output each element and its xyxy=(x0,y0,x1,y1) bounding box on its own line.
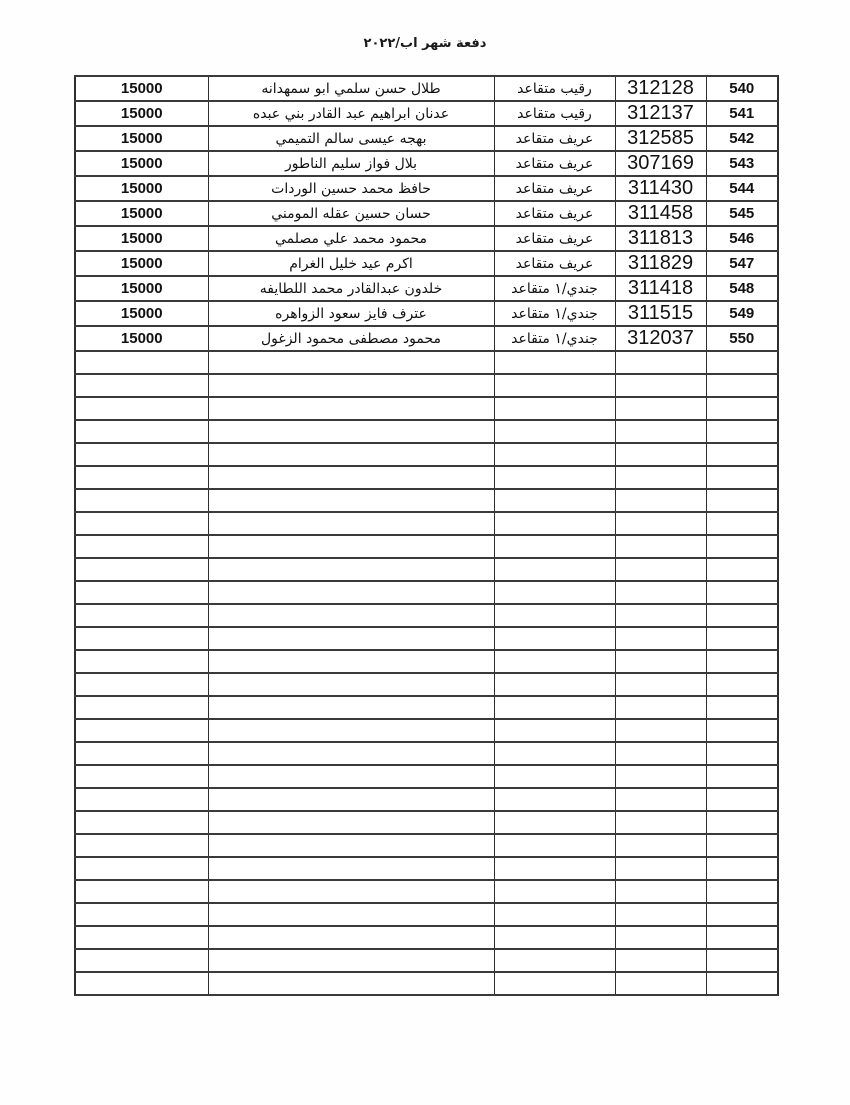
rank-cell-empty xyxy=(494,972,615,995)
amount-cell-empty xyxy=(75,351,208,374)
page-title: دفعة شهر اب/٢٠٢٢ xyxy=(363,36,487,51)
name-cell-empty xyxy=(208,765,494,788)
name-cell-empty xyxy=(208,880,494,903)
name-cell-empty xyxy=(208,466,494,489)
amount-cell-empty xyxy=(75,489,208,512)
military-id-cell-empty xyxy=(615,903,706,926)
serial-number-cell-empty xyxy=(706,811,778,834)
amount-cell-empty xyxy=(75,581,208,604)
rank-cell-empty xyxy=(494,581,615,604)
serial-number-cell-empty xyxy=(706,420,778,443)
rank-cell: عريف متقاعد xyxy=(494,226,615,251)
serial-number-cell-empty xyxy=(706,374,778,397)
amount-cell-empty xyxy=(75,949,208,972)
empty-table-row xyxy=(75,673,778,696)
empty-table-row xyxy=(75,880,778,903)
table-row xyxy=(75,201,778,226)
amount-cell: 15000 xyxy=(75,101,208,126)
rank-cell-empty xyxy=(494,857,615,880)
military-id-cell-empty xyxy=(615,788,706,811)
serial-number-cell-empty xyxy=(706,949,778,972)
name-cell: حسان حسين عقله المومني xyxy=(208,201,494,226)
military-id-cell-empty xyxy=(615,696,706,719)
empty-table-row xyxy=(75,972,778,995)
military-id-cell: 311829 xyxy=(615,251,706,276)
serial-number-cell: 544 xyxy=(706,176,778,201)
empty-table-row xyxy=(75,535,778,558)
table-row xyxy=(75,326,778,351)
name-cell: طلال حسن سلمي ابو سمهدانه xyxy=(208,76,494,101)
military-id-cell-empty xyxy=(615,949,706,972)
rank-cell: عريف متقاعد xyxy=(494,126,615,151)
serial-number-cell-empty xyxy=(706,972,778,995)
rank-cell-empty xyxy=(494,650,615,673)
amount-cell-empty xyxy=(75,811,208,834)
military-id-cell-empty xyxy=(615,443,706,466)
empty-table-row xyxy=(75,788,778,811)
serial-number-cell: 549 xyxy=(706,301,778,326)
serial-number-cell-empty xyxy=(706,489,778,512)
serial-number-cell: 541 xyxy=(706,101,778,126)
empty-table-row xyxy=(75,811,778,834)
serial-number-cell: 542 xyxy=(706,126,778,151)
name-cell: بهجه عيسى سالم التميمي xyxy=(208,126,494,151)
table-row xyxy=(75,301,778,326)
name-cell-empty xyxy=(208,489,494,512)
serial-number-cell-empty xyxy=(706,696,778,719)
serial-number-cell: 550 xyxy=(706,326,778,351)
amount-cell: 15000 xyxy=(75,251,208,276)
rank-cell-empty xyxy=(494,443,615,466)
military-id-cell: 311813 xyxy=(615,226,706,251)
name-cell-empty xyxy=(208,535,494,558)
table-row xyxy=(75,251,778,276)
rank-cell-empty xyxy=(494,788,615,811)
serial-number-cell-empty xyxy=(706,535,778,558)
military-id-cell: 311458 xyxy=(615,201,706,226)
military-id-cell-empty xyxy=(615,834,706,857)
table-row xyxy=(75,226,778,251)
military-id-cell-empty xyxy=(615,742,706,765)
name-cell: محمود مصطفى محمود الزغول xyxy=(208,326,494,351)
serial-number-cell-empty xyxy=(706,512,778,535)
name-cell-empty xyxy=(208,972,494,995)
table-row xyxy=(75,126,778,151)
amount-cell-empty xyxy=(75,558,208,581)
name-cell-empty xyxy=(208,374,494,397)
amount-cell-empty xyxy=(75,834,208,857)
empty-table-row xyxy=(75,466,778,489)
name-cell-empty xyxy=(208,834,494,857)
rank-cell-empty xyxy=(494,604,615,627)
name-cell-empty xyxy=(208,512,494,535)
rank-cell-empty xyxy=(494,512,615,535)
rank-cell: عريف متقاعد xyxy=(494,176,615,201)
rank-cell-empty xyxy=(494,535,615,558)
empty-table-row xyxy=(75,765,778,788)
military-id-cell: 312128 xyxy=(615,76,706,101)
military-id-cell-empty xyxy=(615,420,706,443)
name-cell-empty xyxy=(208,650,494,673)
serial-number-cell-empty xyxy=(706,673,778,696)
military-id-cell: 311430 xyxy=(615,176,706,201)
empty-table-row xyxy=(75,742,778,765)
rank-cell-empty xyxy=(494,558,615,581)
table-row xyxy=(75,76,778,101)
military-id-cell-empty xyxy=(615,811,706,834)
rank-cell: رقيب متقاعد xyxy=(494,76,615,101)
serial-number-cell: 546 xyxy=(706,226,778,251)
rank-cell-empty xyxy=(494,926,615,949)
amount-cell: 15000 xyxy=(75,226,208,251)
name-cell-empty xyxy=(208,811,494,834)
name-cell-empty xyxy=(208,581,494,604)
name-cell: عدنان ابراهيم عبد القادر بني عبده xyxy=(208,101,494,126)
amount-cell-empty xyxy=(75,397,208,420)
amount-cell-empty xyxy=(75,857,208,880)
military-id-cell-empty xyxy=(615,765,706,788)
serial-number-cell-empty xyxy=(706,397,778,420)
rank-cell-empty xyxy=(494,466,615,489)
table-row xyxy=(75,101,778,126)
amount-cell-empty xyxy=(75,627,208,650)
rank-cell-empty xyxy=(494,696,615,719)
military-id-cell: 312137 xyxy=(615,101,706,126)
empty-table-row xyxy=(75,834,778,857)
serial-number-cell-empty xyxy=(706,627,778,650)
empty-table-row xyxy=(75,903,778,926)
empty-table-row xyxy=(75,604,778,627)
name-cell-empty xyxy=(208,627,494,650)
serial-number-cell-empty xyxy=(706,351,778,374)
serial-number-cell: 548 xyxy=(706,276,778,301)
rank-cell-empty xyxy=(494,420,615,443)
name-cell: محمود محمد علي مصلمي xyxy=(208,226,494,251)
military-id-cell-empty xyxy=(615,926,706,949)
military-id-cell-empty xyxy=(615,719,706,742)
name-cell-empty xyxy=(208,926,494,949)
military-id-cell-empty xyxy=(615,466,706,489)
serial-number-cell: 540 xyxy=(706,76,778,101)
amount-cell-empty xyxy=(75,604,208,627)
amount-cell-empty xyxy=(75,512,208,535)
serial-number-cell-empty xyxy=(706,788,778,811)
name-cell-empty xyxy=(208,949,494,972)
empty-table-row xyxy=(75,581,778,604)
amount-cell-empty xyxy=(75,880,208,903)
military-id-cell-empty xyxy=(615,558,706,581)
amount-cell: 15000 xyxy=(75,326,208,351)
amount-cell: 15000 xyxy=(75,76,208,101)
rank-cell: جندي/١ متقاعد xyxy=(494,326,615,351)
empty-table-row xyxy=(75,512,778,535)
rank-cell-empty xyxy=(494,397,615,420)
military-id-cell-empty xyxy=(615,880,706,903)
serial-number-cell-empty xyxy=(706,834,778,857)
rank-cell-empty xyxy=(494,489,615,512)
name-cell: خلدون عبدالقادر محمد اللطايفه xyxy=(208,276,494,301)
serial-number-cell-empty xyxy=(706,581,778,604)
amount-cell: 15000 xyxy=(75,201,208,226)
rank-cell-empty xyxy=(494,742,615,765)
amount-cell-empty xyxy=(75,650,208,673)
amount-cell-empty xyxy=(75,673,208,696)
name-cell-empty xyxy=(208,604,494,627)
rank-cell: رقيب متقاعد xyxy=(494,101,615,126)
rank-cell-empty xyxy=(494,374,615,397)
serial-number-cell-empty xyxy=(706,742,778,765)
rank-cell: جندي/١ متقاعد xyxy=(494,301,615,326)
empty-table-row xyxy=(75,374,778,397)
military-id-cell-empty xyxy=(615,512,706,535)
name-cell-empty xyxy=(208,742,494,765)
name-cell-empty xyxy=(208,443,494,466)
name-cell: حافظ محمد حسين الوردات xyxy=(208,176,494,201)
empty-table-row xyxy=(75,696,778,719)
name-cell-empty xyxy=(208,696,494,719)
amount-cell-empty xyxy=(75,788,208,811)
empty-table-row xyxy=(75,650,778,673)
name-cell-empty xyxy=(208,903,494,926)
military-id-cell-empty xyxy=(615,535,706,558)
military-id-cell-empty xyxy=(615,972,706,995)
empty-table-row xyxy=(75,949,778,972)
rank-cell-empty xyxy=(494,719,615,742)
serial-number-cell-empty xyxy=(706,466,778,489)
empty-table-row xyxy=(75,489,778,512)
serial-number-cell-empty xyxy=(706,857,778,880)
rank-cell-empty xyxy=(494,811,615,834)
amount-cell: 15000 xyxy=(75,276,208,301)
serial-number-cell-empty xyxy=(706,926,778,949)
name-cell: بلال فواز سليم الناطور xyxy=(208,151,494,176)
amount-cell-empty xyxy=(75,742,208,765)
military-id-cell-empty xyxy=(615,604,706,627)
serial-number-cell: 545 xyxy=(706,201,778,226)
name-cell-empty xyxy=(208,719,494,742)
table-body xyxy=(75,76,778,995)
table-row xyxy=(75,276,778,301)
rank-cell-empty xyxy=(494,673,615,696)
amount-cell-empty xyxy=(75,719,208,742)
serial-number-cell-empty xyxy=(706,903,778,926)
empty-table-row xyxy=(75,719,778,742)
serial-number-cell: 547 xyxy=(706,251,778,276)
rank-cell-empty xyxy=(494,765,615,788)
military-id-cell-empty xyxy=(615,650,706,673)
empty-table-row xyxy=(75,351,778,374)
amount-cell-empty xyxy=(75,903,208,926)
rank-cell-empty xyxy=(494,903,615,926)
military-id-cell: 311515 xyxy=(615,301,706,326)
rank-cell: جندي/١ متقاعد xyxy=(494,276,615,301)
military-id-cell-empty xyxy=(615,351,706,374)
empty-table-row xyxy=(75,397,778,420)
empty-table-row xyxy=(75,558,778,581)
rank-cell-empty xyxy=(494,949,615,972)
serial-number-cell-empty xyxy=(706,443,778,466)
amount-cell: 15000 xyxy=(75,151,208,176)
amount-cell: 15000 xyxy=(75,301,208,326)
military-id-cell: 311418 xyxy=(615,276,706,301)
empty-table-row xyxy=(75,443,778,466)
name-cell: عترف فايز سعود الزواهره xyxy=(208,301,494,326)
military-id-cell: 312037 xyxy=(615,326,706,351)
serial-number-cell-empty xyxy=(706,558,778,581)
military-id-cell-empty xyxy=(615,581,706,604)
military-id-cell-empty xyxy=(615,374,706,397)
rank-cell-empty xyxy=(494,880,615,903)
table-row xyxy=(75,151,778,176)
military-id-cell-empty xyxy=(615,489,706,512)
amount-cell: 15000 xyxy=(75,176,208,201)
empty-table-row xyxy=(75,926,778,949)
serial-number-cell-empty xyxy=(706,880,778,903)
payment-table xyxy=(74,75,779,996)
serial-number-cell-empty xyxy=(706,650,778,673)
name-cell-empty xyxy=(208,351,494,374)
serial-number-cell: 543 xyxy=(706,151,778,176)
serial-number-cell-empty xyxy=(706,719,778,742)
name-cell-empty xyxy=(208,397,494,420)
military-id-cell-empty xyxy=(615,627,706,650)
rank-cell-empty xyxy=(494,627,615,650)
military-id-cell-empty xyxy=(615,397,706,420)
amount-cell-empty xyxy=(75,443,208,466)
name-cell-empty xyxy=(208,673,494,696)
amount-cell-empty xyxy=(75,765,208,788)
amount-cell-empty xyxy=(75,374,208,397)
rank-cell-empty xyxy=(494,834,615,857)
name-cell-empty xyxy=(208,857,494,880)
amount-cell-empty xyxy=(75,420,208,443)
empty-table-row xyxy=(75,857,778,880)
amount-cell-empty xyxy=(75,466,208,489)
rank-cell: عريف متقاعد xyxy=(494,151,615,176)
serial-number-cell-empty xyxy=(706,604,778,627)
rank-cell: عريف متقاعد xyxy=(494,201,615,226)
military-id-cell-empty xyxy=(615,857,706,880)
rank-cell: عريف متقاعد xyxy=(494,251,615,276)
rank-cell-empty xyxy=(494,351,615,374)
name-cell-empty xyxy=(208,420,494,443)
amount-cell-empty xyxy=(75,926,208,949)
military-id-cell: 312585 xyxy=(615,126,706,151)
name-cell-empty xyxy=(208,788,494,811)
military-id-cell: 307169 xyxy=(615,151,706,176)
amount-cell-empty xyxy=(75,972,208,995)
name-cell-empty xyxy=(208,558,494,581)
amount-cell-empty xyxy=(75,696,208,719)
military-id-cell-empty xyxy=(615,673,706,696)
name-cell: اكرم عيد خليل الغرام xyxy=(208,251,494,276)
amount-cell-empty xyxy=(75,535,208,558)
empty-table-row xyxy=(75,420,778,443)
amount-cell: 15000 xyxy=(75,126,208,151)
empty-table-row xyxy=(75,627,778,650)
serial-number-cell-empty xyxy=(706,765,778,788)
table-row xyxy=(75,176,778,201)
